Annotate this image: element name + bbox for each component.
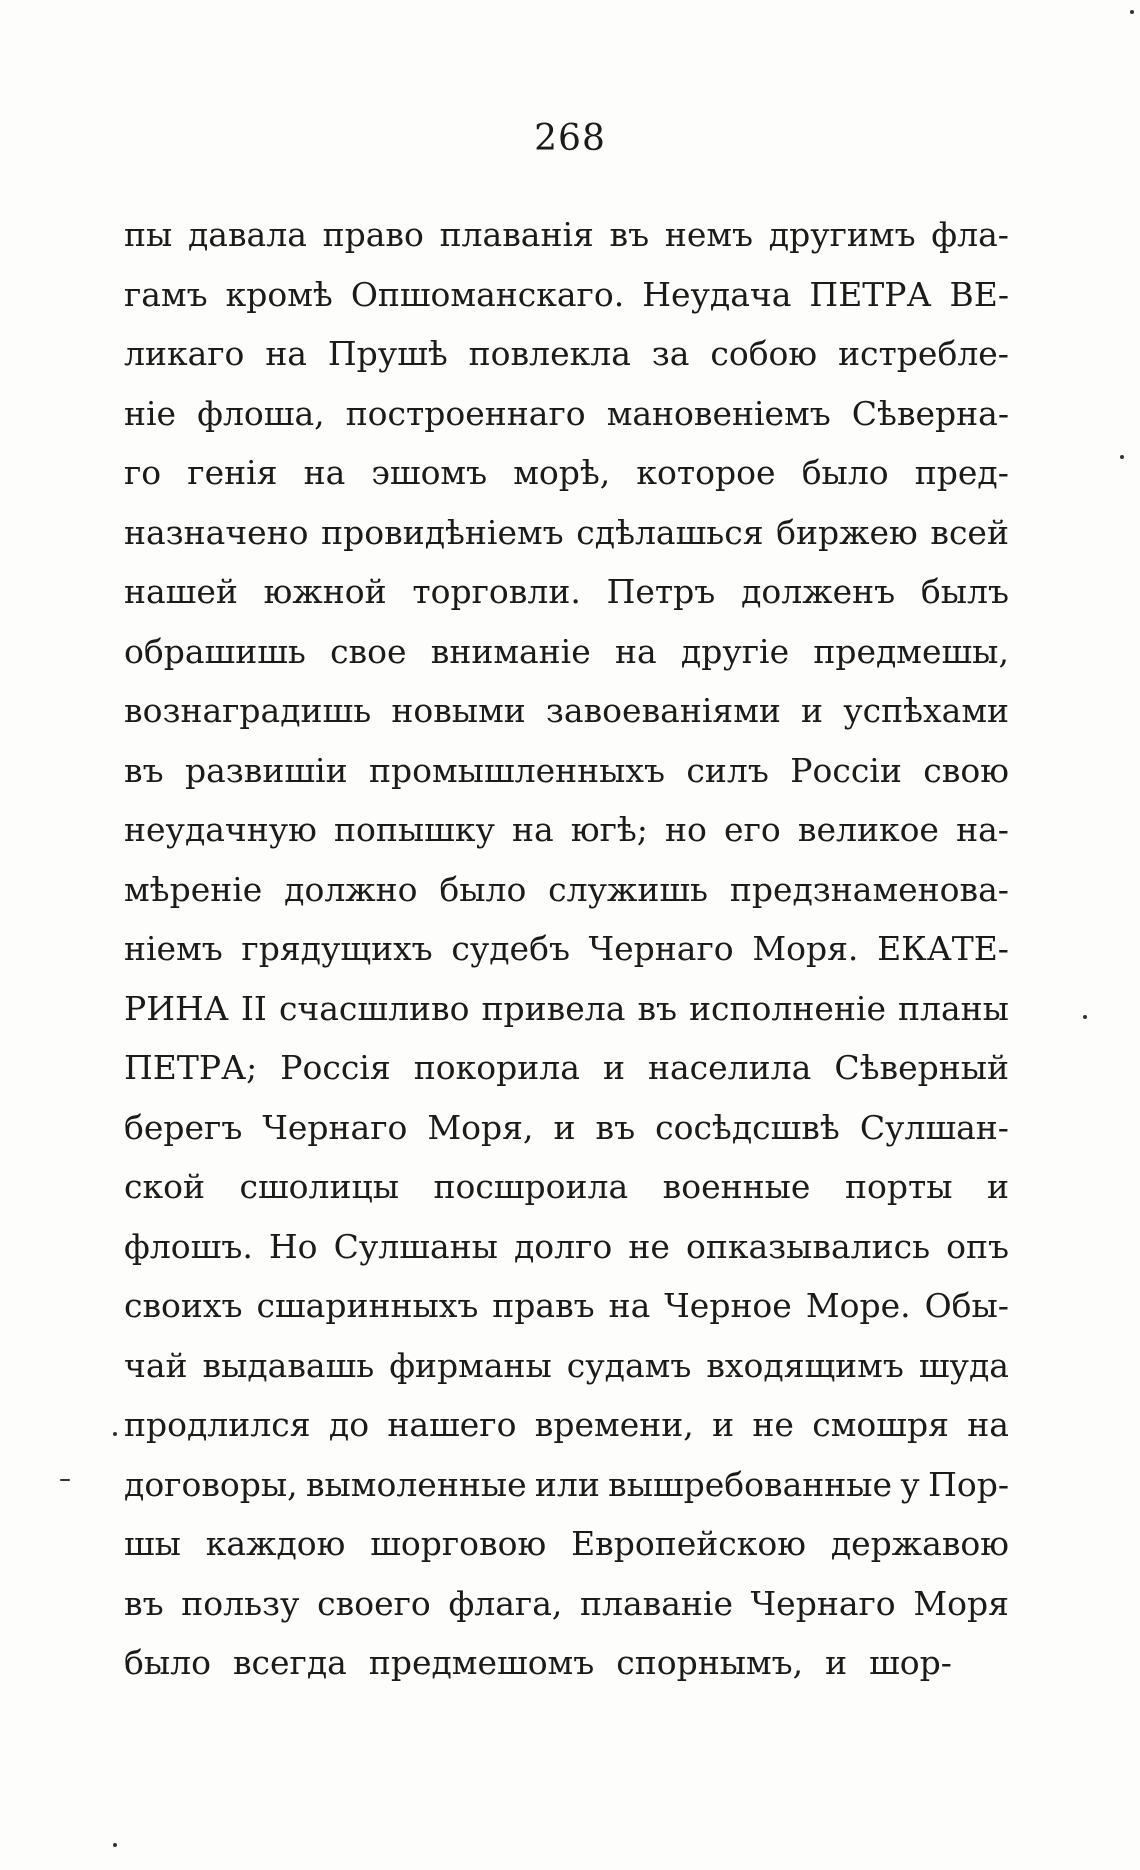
word: и <box>602 1048 625 1087</box>
word: биржею <box>776 512 918 552</box>
word: развишіи <box>185 750 348 790</box>
text-line <box>124 1038 1009 1098</box>
word: спорнымъ, <box>616 1643 804 1682</box>
print-speck <box>60 1479 70 1481</box>
word: Прушѣ <box>327 334 448 373</box>
word: чай <box>124 1345 188 1385</box>
word: было <box>439 869 527 909</box>
text-line <box>124 324 1009 384</box>
text-line <box>124 562 1009 622</box>
word: повлекла <box>468 334 631 373</box>
word: и <box>986 1167 1009 1206</box>
word: другіе <box>680 631 790 671</box>
word: берегъ <box>124 1107 243 1147</box>
word: торговли. <box>412 572 581 611</box>
word: свое <box>330 631 407 671</box>
text-line <box>124 860 1009 920</box>
word: военные <box>662 1167 811 1206</box>
print-speck <box>113 1432 117 1436</box>
text-line <box>124 1514 1009 1574</box>
word: плаваніе <box>580 1583 733 1623</box>
word: долженъ <box>741 572 896 611</box>
word: его <box>724 810 781 849</box>
word: назначено <box>124 512 309 552</box>
word: ніемъ <box>124 929 223 968</box>
word: РИНА <box>124 988 229 1028</box>
word: другимъ <box>768 215 916 254</box>
word: въ <box>124 750 164 790</box>
word: Чернаго <box>262 1107 408 1147</box>
word: собою <box>710 334 818 373</box>
word: фирманы <box>389 1345 552 1385</box>
word: обрашишь <box>124 631 306 671</box>
word: предмешомъ <box>368 1643 595 1682</box>
text-line <box>124 1574 1009 1634</box>
word: завоеваніями <box>545 691 781 730</box>
word: Моря <box>913 1583 1009 1623</box>
word: эшомъ <box>371 453 488 492</box>
word: которое <box>636 453 776 492</box>
word: на <box>967 1405 1009 1444</box>
word: ЕКАТЕ- <box>877 929 1009 968</box>
word: ской <box>124 1167 205 1206</box>
word: но <box>665 810 707 849</box>
word: или <box>534 1464 600 1504</box>
word: каждою <box>205 1524 346 1563</box>
word: и <box>801 691 824 730</box>
word: выдавашь <box>202 1345 375 1385</box>
word: Моря. <box>752 929 859 968</box>
word: Сѣверна- <box>851 393 1009 433</box>
word: въ <box>124 1583 164 1623</box>
word: немъ <box>664 215 754 254</box>
word: на <box>614 631 657 671</box>
word: своего <box>317 1583 431 1623</box>
word: вышребованные <box>608 1464 893 1504</box>
word: флошъ. <box>124 1226 253 1266</box>
word: Но <box>268 1226 318 1266</box>
word: истребле- <box>838 334 1009 373</box>
word: шор- <box>869 1643 952 1682</box>
word: входящимъ <box>706 1345 904 1385</box>
word: ВЕ- <box>949 274 1009 314</box>
word: Черное <box>664 1286 792 1325</box>
word: времени, <box>534 1405 694 1444</box>
text-line <box>124 1336 1009 1396</box>
print-speck <box>113 1843 117 1847</box>
word: счасшливо <box>278 988 470 1028</box>
text-line <box>124 384 1009 444</box>
word: Неудача <box>642 274 792 314</box>
word: опказывались <box>685 1226 931 1266</box>
word: мановеніемъ <box>606 393 831 433</box>
word: и <box>553 1107 576 1147</box>
word: вознаградишь <box>124 691 372 730</box>
word: на <box>608 1286 651 1325</box>
word: за <box>651 334 690 373</box>
print-speck <box>1130 10 1134 14</box>
word: ПЕТРА <box>809 274 932 314</box>
word: вымоленные <box>305 1464 527 1504</box>
word: Опшоманскаго. <box>350 274 625 314</box>
word: было <box>801 453 889 492</box>
word: Пор- <box>928 1464 1009 1504</box>
word: исполненіе <box>689 988 886 1028</box>
word: на <box>303 453 346 492</box>
word: великое <box>797 810 939 849</box>
word: судебъ <box>451 929 570 968</box>
word: не <box>628 1226 670 1266</box>
word: Петръ <box>606 572 716 611</box>
word: свою <box>923 750 1009 790</box>
text-line <box>124 205 1009 265</box>
word: Россія <box>280 1048 391 1087</box>
text-line <box>124 1217 1009 1277</box>
word: вниманіе <box>430 631 591 671</box>
word: у <box>900 1464 920 1504</box>
text-line <box>124 1395 1009 1455</box>
text-line <box>124 503 1009 563</box>
print-speck <box>1083 1015 1087 1019</box>
word: до <box>328 1405 370 1444</box>
text-line <box>124 443 1009 503</box>
word: продлился <box>124 1405 311 1444</box>
word: шуда <box>918 1345 1009 1385</box>
word: флага, <box>448 1583 563 1623</box>
word: Чернаго <box>750 1583 896 1623</box>
word: населила <box>648 1048 812 1087</box>
word: предзнаменова- <box>729 869 1009 909</box>
word: новыми <box>391 691 526 730</box>
word: планы <box>898 988 1009 1028</box>
text-line <box>124 979 1009 1039</box>
word: былъ <box>920 572 1009 611</box>
word: сшолицы <box>239 1167 399 1206</box>
word: нашего <box>387 1405 517 1444</box>
word: Россіи <box>790 750 902 790</box>
word: сшаринныхъ <box>256 1286 479 1325</box>
word: сдѣлашься <box>576 512 764 552</box>
word: и <box>825 1643 848 1682</box>
word: всегда <box>232 1643 347 1682</box>
print-speck <box>1120 455 1124 459</box>
word: морѣ, <box>513 453 611 492</box>
page-number: 268 <box>534 118 606 159</box>
text-line <box>124 741 1009 801</box>
word: смошря <box>812 1405 949 1444</box>
word: въ <box>609 215 650 254</box>
word: своихъ <box>124 1286 243 1325</box>
word: давала <box>187 215 307 254</box>
word: фла- <box>931 215 1009 254</box>
word: шы <box>124 1524 181 1563</box>
word: построеннаго <box>345 393 586 433</box>
text-line <box>124 800 1009 860</box>
word: ніе <box>124 393 177 433</box>
word: пред- <box>914 453 1009 492</box>
word: кромѣ <box>225 274 333 314</box>
word: должно <box>284 869 418 909</box>
word: судамъ <box>566 1345 692 1385</box>
word: пользу <box>181 1583 300 1623</box>
word: привела <box>481 988 626 1028</box>
word: Море. <box>805 1286 911 1325</box>
word: успѣхами <box>843 691 1009 730</box>
text-line <box>124 919 1009 979</box>
word: го <box>124 453 162 492</box>
word: ПЕТРА; <box>124 1048 258 1087</box>
text-line <box>124 622 1009 682</box>
word: предмешы, <box>813 631 1009 671</box>
word: флоша, <box>197 393 325 433</box>
word: Чернаго <box>588 929 734 968</box>
word: на <box>512 810 554 849</box>
word: шорговою <box>370 1524 547 1563</box>
word: Европейскою <box>571 1524 806 1563</box>
word: покорила <box>413 1048 580 1087</box>
word: право <box>322 215 424 254</box>
word: югѣ; <box>570 810 648 849</box>
word: правъ <box>492 1286 595 1325</box>
word: Сѣверный <box>834 1048 1009 1087</box>
word: долго <box>513 1226 613 1266</box>
word: Моря, <box>427 1107 534 1147</box>
word: нашей <box>124 572 238 611</box>
text-line <box>124 681 1009 741</box>
word: всей <box>930 512 1009 552</box>
text-line <box>124 1098 1009 1158</box>
word: на <box>265 334 307 373</box>
word: пы <box>124 215 173 254</box>
word: и <box>712 1405 735 1444</box>
word: служишь <box>548 869 709 909</box>
word: Обы- <box>924 1286 1009 1325</box>
text-line <box>124 1157 1009 1217</box>
word: промышленныхъ <box>369 750 665 790</box>
word: мѣреніе <box>124 869 263 909</box>
text-line <box>124 1276 1009 1336</box>
word: опъ <box>946 1226 1009 1266</box>
word: сосѣдсшвѣ <box>655 1107 840 1147</box>
word: посшроила <box>433 1167 629 1206</box>
word: грядущихъ <box>241 929 433 968</box>
word: плаванія <box>439 215 594 254</box>
word: II <box>240 988 267 1028</box>
word: южной <box>263 572 387 611</box>
text-line <box>124 265 1009 325</box>
word: ликаго <box>124 334 245 373</box>
word: провидѣніемъ <box>321 512 564 552</box>
text-line <box>124 1633 1009 1693</box>
word: державою <box>830 1524 1009 1563</box>
word: договоры, <box>124 1464 298 1504</box>
word: порты <box>844 1167 953 1206</box>
text-line <box>124 1455 1009 1515</box>
word: силъ <box>686 750 769 790</box>
word: генія <box>187 453 278 492</box>
word: неудачную <box>124 810 317 849</box>
word: попышку <box>334 810 495 849</box>
page-text <box>124 205 1009 1693</box>
word: на- <box>956 810 1009 849</box>
word: Сулшан- <box>859 1107 1009 1147</box>
word: въ <box>595 1107 636 1147</box>
word: не <box>752 1405 794 1444</box>
word: въ <box>637 988 678 1028</box>
word: было <box>124 1643 211 1682</box>
word: Сулшаны <box>333 1226 498 1266</box>
word: гамъ <box>124 274 208 314</box>
